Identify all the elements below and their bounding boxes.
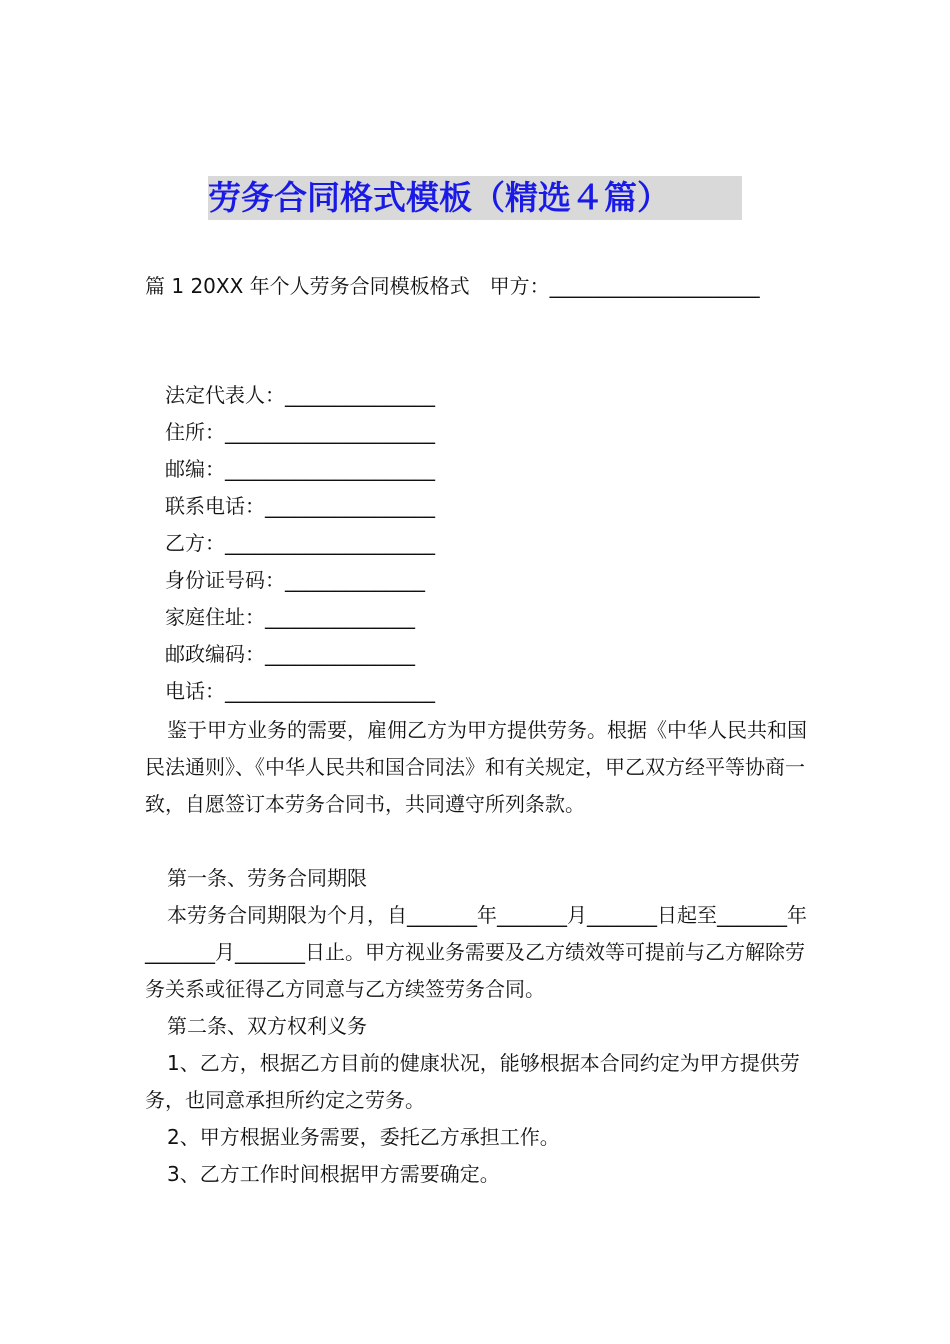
- field-address: 住所：_____________________: [165, 420, 435, 444]
- field-party-b: 乙方：_____________________: [165, 531, 435, 555]
- clause-1-body-text: 本劳务合同期限为个月，自_______年_______月_______日起至_______年_______月_______日止。甲方视业务需要及乙方绩效等可提前与乙方解除劳务关系或征得乙方同意与乙方续签劳务合同。: [145, 903, 807, 1001]
- clause-2-item-1: [145, 1045, 810, 1119]
- clause-2-item-3-text: 3、乙方工作时间根据甲方需要确定。: [167, 1162, 500, 1186]
- field-postal-code: 邮政编码：_______________: [165, 642, 415, 666]
- field-phone: 电话：_____________________: [165, 679, 435, 703]
- section-heading-line: 篇 1 20XX 年个人劳务合同模板格式 甲方：_____________________: [145, 274, 760, 298]
- clause-1-heading-text: 第一条、劳务合同期限: [167, 866, 367, 890]
- field-home-address: 家庭住址：_______________: [165, 605, 415, 629]
- clause-2-heading-text: 第二条、双方权利义务: [167, 1014, 367, 1038]
- clause-1-heading: [145, 860, 810, 897]
- document-title: 劳务合同格式模板（精选４篇）: [208, 178, 670, 217]
- clause-2-item-2-text: 2、甲方根据业务需要，委托乙方承担工作。: [167, 1125, 560, 1149]
- document-title-box: [208, 176, 742, 220]
- paragraph-preamble: [145, 712, 810, 823]
- field-postcode: 邮编：_____________________: [165, 457, 435, 481]
- field-contact-phone: 联系电话：_________________: [165, 494, 435, 518]
- field-legal-representative: 法定代表人：_______________: [165, 383, 435, 407]
- paragraph-preamble-text: 鉴于甲方业务的需要，雇佣乙方为甲方提供劳务。根据《中华人民共和国民法通则》、《中华人民共和国合同法》和有关规定，甲乙双方经平等协商一致，自愿签订本劳务合同书，共同遵守所列条款。: [145, 718, 807, 816]
- clause-2-item-3: [145, 1156, 810, 1193]
- clause-1-body: [145, 897, 810, 1008]
- clause-2-item-2: [145, 1119, 810, 1156]
- clause-2-item-1-text: 1、乙方，根据乙方目前的健康状况，能够根据本合同约定为甲方提供劳务，也同意承担所约定之劳务。: [145, 1051, 800, 1112]
- clause-2-heading: [145, 1008, 810, 1045]
- field-id-number: 身份证号码：______________: [165, 568, 425, 592]
